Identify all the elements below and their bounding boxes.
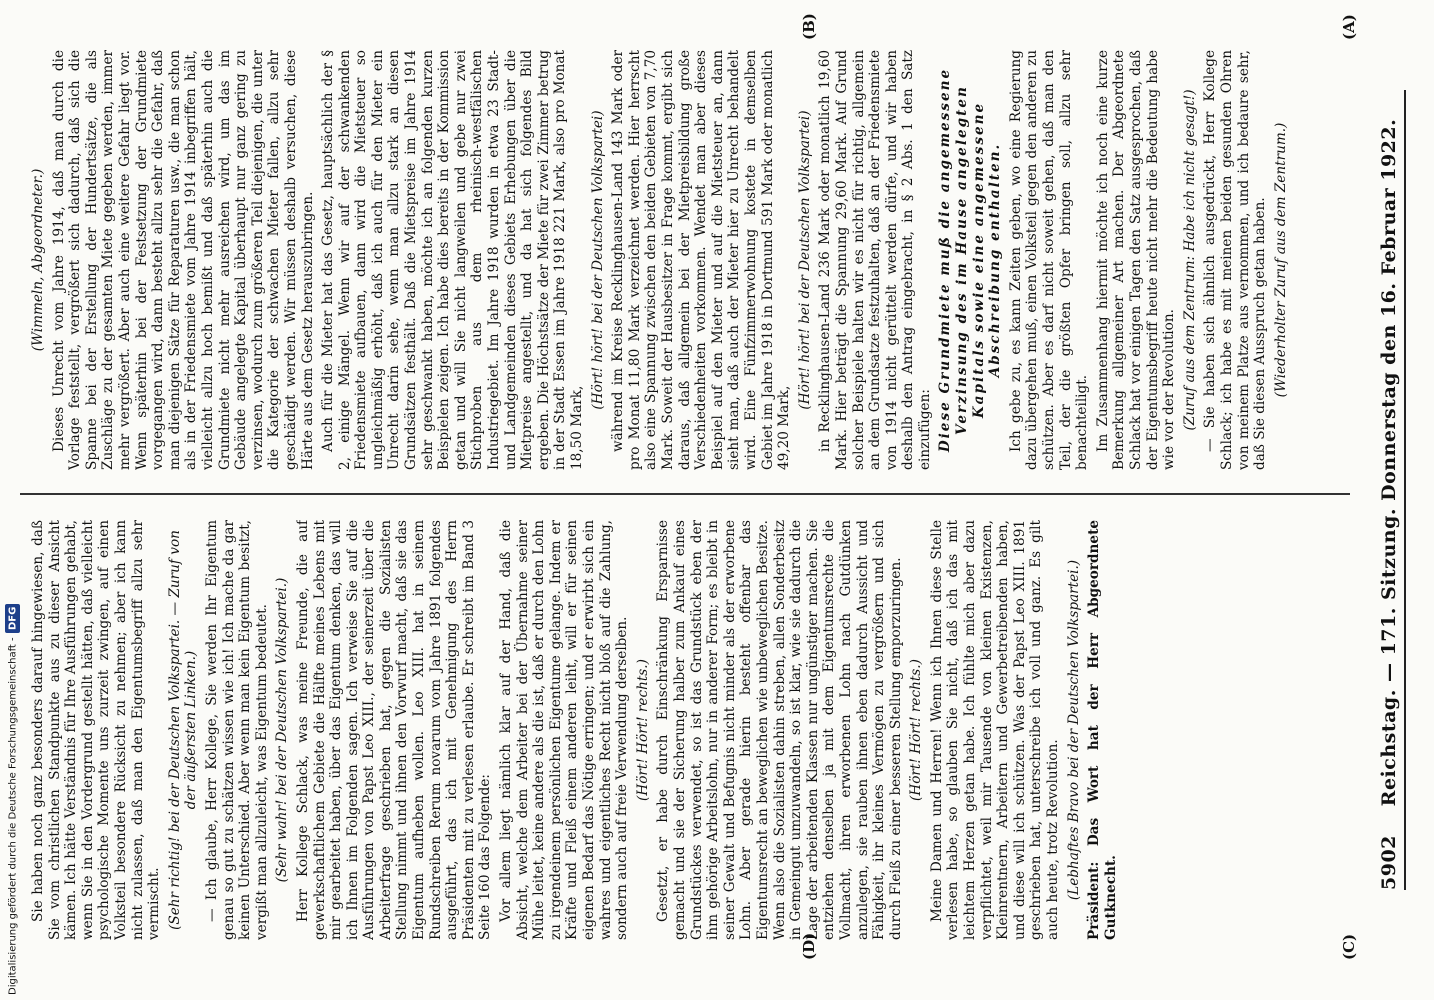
- page-number: 5902: [1378, 835, 1400, 890]
- paragraph: Dieses Unrecht vom Jahre 1914, daß man durch die Vorlage feststellt, vergrößert sich dadurch, daß sich die Spanne bei der Erstellung der Hundertsätze, die als Zuschläge zu der gesamten Miete gegeben werden, immer mehr vergrößert. Aber auch eine weitere Gefahr liegt vor. Wenn späterhin bei der Festsetzung der Grundmiete vorgegangen wird, dann besteht allzu sehr die Gefahr, daß man diejenigen Sätze für Reparaturen usw., die man schon als in der Friedensmiete vom Jahre 1914 inbegriffen hält, vielleicht allzu hoch bemißt und daß späterhin auch die Grundmiete nicht mehr ausreichen wird, um das im Gebäude angelegte Kapital überhaupt nur ganz gering zu verzinsen, wodurch zum größeren Teil diejenigen, die unter die Kategorie der schwachen Mieter fallen, allzu sehr geschädigt werden. Wir müssen deshalb versuchen, diese Härte aus dem Gesetz herauszubringen.: [50, 50, 316, 470]
- paragraph: — Sie haben sich ähnlich ausgedrückt, Herr Kollege Schlack; ich habe es mit meinen beiden gesunden Ohren von meinem Platze aus vernommen, und ich bedaure sehr, daß Sie diesen Ausspruch getan haben.: [1202, 50, 1269, 470]
- column-left: [30, 50, 1365, 470]
- credit-text: Digitalisierung gefördert durch die Deutsche Forschungsgemeinschaft -: [7, 637, 19, 995]
- paragraph: Im Zusammenhang hiermit möchte ich noch eine kurze Bemerkung allgemeiner Art machen. Der Abgeordnete Schlack hat vor einigen Tagen den Satz ausgesprochen, daß der Eigentumsbegriff heute nicht mehr die Bedeutung habe wie vor der Revolution.: [1094, 50, 1178, 470]
- digitization-credit: [2, 600, 24, 995]
- page-title: Reichstag. — 171. Sitzung. Donnerstag den 16. Februar 1922.: [1378, 118, 1400, 807]
- margin-mark-d: (D): [800, 932, 818, 960]
- dfg-logo: DFG: [6, 604, 21, 633]
- motion-text: Diese Grundmiete muß die angemessene Verzinsung des im Hause angelegten Kapitals sowie eine angemessene Abschreibung enthalten.: [937, 67, 1004, 453]
- paragraph: in Recklinghausen-Land 236 Mark oder monatlich 19,60 Mark. Hier beträgt die Spannung 29,60 Mark. Auf Grund solcher Beispiele halten wir es nicht für richtig, allgemein an dem Grundsatze festzuhalten, daß an der Friedensmiete von 1914 nicht gerüttelt werden dürfe, und wir haben deshalb den Antrag eingebracht, in § 2 Abs. 1 den Satz einzufügen:: [817, 50, 933, 470]
- quotation: Gesetzt, er habe durch Einschränkung Ersparnisse gemacht und sie der Sicherung halber zum Ankauf eines Grundstückes verwendet, so ist das Grundstück eben der ihm gehörige Arbeitslohn, nur in anderer Form; es bleibt in seiner Gewalt und Befugnis nicht minder als der erworbene Lohn. Aber gerade hierin besteht offenbar das Eigentumsrecht an beweglichen wie unbeweglichen Besitze. Wenn also die Sozialisten dahin streben, allen Sonderbesitz in Gemeingut umzuwandeln, so ist klar, wie sie dadurch die Lage der arbeitenden Klassen nur ungünstiger machen. Sie entziehen denselben ja mit dem Eigentumsrechte die Vollmacht, ihren erworbenen Lohn nach Gutdünken anzulegen, sie rauben ihnen eben dadurch Aussicht und Fähigkeit, ihr kleines Vermögen zu vergrößern und sich durch Fleiß zu einer besseren Stellung emporzuringen.: [655, 520, 904, 940]
- interjection: (Hört! Hört! rechts.): [634, 659, 651, 801]
- interjection: (Wiederholter Zuruf aus dem Zentrum.): [1272, 122, 1289, 398]
- quotation: Vor allem liegt nämlich klar auf der Hand, daß die Absicht, welche dem Arbeiter bei der Übernahme seiner Mühe leitet, keine andere als die ist, daß er durch den Lohn zu irgendeinem persönlichen Eigentume gelange. Indem er Kräfte und Fleiß einem anderen leiht, will er für seinen eigenen Bedarf das Nötige erringen; und er erwirbt sich ein wahres und eigentliches Recht nicht bloß auf die Zahlung, sondern auch auf freie Verwendung derselben.: [498, 520, 631, 940]
- paragraph: Sie haben noch ganz besonders darauf hingewiesen, daß Sie vom christlichen Standpunkte aus zu dieser Ansicht kämen. Ich hätte Verständnis für Ihre Ausführungen gehabt, wenn Sie in den Vordergrund gestellt hätten, daß vielleicht psychologische Momente uns zurzeit zwingen, auf einen Volksteil besondere Rücksicht zu nehmen; aber ich kann nicht zulassen, daß man den Eigentumsbegriff allzu sehr vermischt.: [30, 520, 163, 940]
- interjection: (Lebhaftes Bravo bei der Deutschen Volkspartei.): [1065, 559, 1082, 901]
- interjection: (Hört! Hört! rechts.): [908, 659, 925, 801]
- margin-mark-b: (B): [800, 13, 818, 40]
- margin-mark-c: (C): [1340, 933, 1358, 960]
- paragraph: Herr Kollege Schlack, was meine Freunde, die auf gewerkschaftlichem Gebiete die Hälfte meines Lebens mit mir gearbeitet haben, über das Eigentum denken, das will ich Ihnen im Folgenden sagen. Ich verweise Sie auf die Ausführungen von Papst Leo XIII., der seinerzeit über die Arbeiterfrage geschrieben hat, gegen die Sozialisten Stellung nimmt und ihnen den Vorwurf macht, daß sie das Eigentum aufheben wollen. Leo XIII. hat in seinem Rundschreiben Rerum novarum vom Jahre 1891 folgendes ausgeführt, das ich mit Genehmigung des Herrn Präsidenten mit zu verlesen erlaube. Er schreibt im Band 3 Seite 160 das Folgende:: [294, 520, 494, 940]
- paragraph: Meine Damen und Herren! Wenn ich Ihnen diese Stelle verlesen habe, so glauben Sie nicht, daß ich das mit leichtem Herzen getan habe. Ich fühlte mich aber dazu verpflichtet, weil mir Tausende von kleinen Existenzen, Kleinrentnern, Arbeitern und Gewerbetreibenden haben, und diese will ich schützen. Was der Papst Leo XIII. 1891 geschrieben hat, unterschreibe ich voll und ganz. Es gilt auch heute, trotz Revolution.: [928, 520, 1062, 940]
- interjection: (Hört! hört! bei der Deutschen Volkspartei): [589, 110, 606, 410]
- interjection: (Hört! hört! bei der Deutschen Volkspartei): [796, 110, 813, 410]
- margin-mark-a: (A): [1340, 14, 1358, 40]
- paragraph: — Ich glaube, Herr Kollege, Sie werden Ihr Eigentum genau so gut zu schätzen wissen wie ich! Ich mache da gar keinen Unterschied. Aber wenn man kein Eigentum besitzt, vergißt man allzuleicht, was Eigentum bedeutet.: [203, 520, 270, 940]
- paragraph: Auch für die Mieter hat das Gesetz, hauptsächlich der § 2, einige Mängel. Wenn wir auf der schwankenden Friedensmiete aufbauen, dann wird die Mietsteuer so ungleichmäßig erhöht, daß ich auch für den Mieter ein Unrecht darin sehe, wenn man allzu stark an diesen Grundsätzen festhält. Daß die Mietspreise im Jahre 1914 sehr geschwankt haben, möchte ich an folgenden kurzen Beispielen zeigen. Ich habe dies bereits in der Kommission getan und will Sie nicht langweilen und gebe nur zwei Stichproben aus dem rheinisch-westfälischen Industriegebiet. Im Jahre 1918 wurden in etwa 23 Stadt- und Landgemeinden dieses Gebiets Erhebungen über die Mietpreise angestellt, und da hat sich folgendes Bild ergeben. Die Höchstsätze der Miete für zwei Zimmer betrug in der Stadt Essen im Jahre 1918 221 Mark, also pro Monat 18,50 Mark,: [320, 50, 585, 470]
- interjection: (Sehr wahr! bei der Deutschen Volkspartei.): [274, 577, 291, 883]
- speaker-attribution: (Wimmeln, Abgeordneter.): [30, 168, 46, 352]
- interjection: (Sehr richtig! bei der Deutschen Volkspartei. — Zuruf von der äußersten Linken.): [166, 530, 200, 930]
- paragraph: während im Kreise Recklinghausen-Land 143 Mark oder pro Monat 11,80 Mark verzeichnet werden. Hier herrscht also eine Spannung zwischen den beiden Gebieten von 7,70 Mark. Soweit der Hausbesitzer in Frage kommt, ergibt sich daraus, daß allgemein bei der Mietpreisbildung große Verschiedenheiten vorkommen. Wendet man aber dieses Beispiel auf den Mieter und auf die Mietsteuer an, dann sieht man, daß auch der Mieter hier zu Unrecht behandelt wird. Eine Fünfzimmerwohnung kostete in demselben Gebiet im Jahre 1918 in Dortmund 591 Mark oder monatlich 49,20 Mark,: [610, 50, 793, 470]
- paragraph: Ich gebe zu, es kann Zeiten geben, wo eine Regierung dazu übergehen muß, einen Volksteil gegen den anderen zu schützen. Aber es darf nicht soweit gehen, daß man den Teil, der die größten Opfer bringen soll, allzu sehr benachteiligt.: [1007, 50, 1091, 470]
- interjection: (Zuruf aus dem Zentrum: Habe ich nicht gesagt!): [1181, 89, 1198, 431]
- page-header: [1374, 90, 1406, 890]
- column-right: [30, 520, 1365, 940]
- column-divider: [20, 493, 1350, 495]
- president-statement: Präsident: Das Wort hat der Herr Abgeordnete Gutknecht.: [1086, 520, 1119, 940]
